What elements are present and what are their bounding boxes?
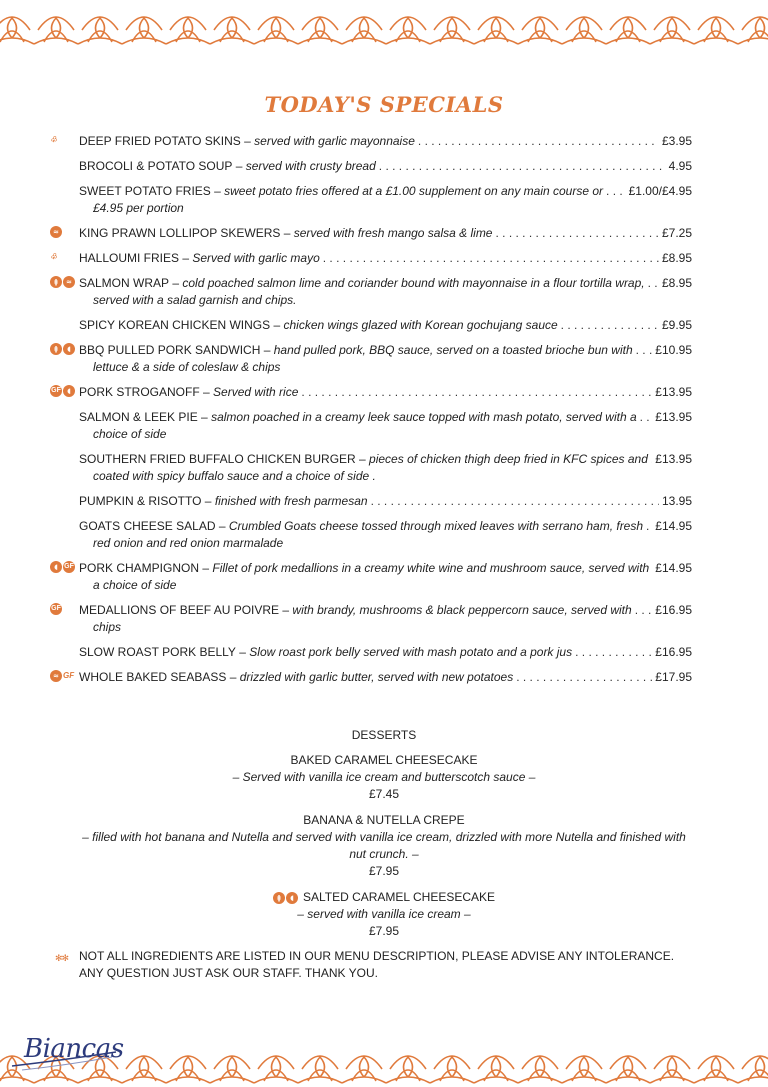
logo: Biancas bbox=[24, 1034, 124, 1064]
separator: – bbox=[199, 561, 213, 575]
asterisk-icon: ✻✻ bbox=[55, 953, 69, 963]
border-motif bbox=[210, 1056, 254, 1083]
item-name: SOUTHERN FRIED BUFFALO CHICKEN BURGER bbox=[79, 452, 356, 466]
gluten-icon: ǂ bbox=[50, 276, 62, 288]
special-item bbox=[50, 342, 692, 376]
separator: – bbox=[232, 159, 246, 173]
item-price: 13.95 bbox=[661, 494, 692, 508]
desserts-heading: DESSERTS bbox=[351, 728, 417, 742]
special-item bbox=[50, 384, 692, 401]
separator: – bbox=[235, 645, 250, 659]
gluten-free-icon: GF bbox=[50, 603, 62, 615]
item-name: PORK CHAMPIGNON bbox=[79, 561, 200, 575]
border-motif bbox=[650, 17, 694, 44]
leader-dots bbox=[640, 409, 653, 426]
item-price: £1.00/£4.95 bbox=[628, 184, 692, 198]
leader-dots bbox=[561, 317, 659, 334]
page-title: TODAY'S SPECIALS bbox=[264, 92, 504, 117]
border-motif bbox=[386, 17, 430, 44]
item-price: £3.95 bbox=[661, 134, 692, 148]
border-motif bbox=[694, 17, 738, 44]
item-description-continued: served with a salad garnish and chips. bbox=[93, 293, 297, 307]
border-motif bbox=[518, 1056, 562, 1083]
item-price: £13.95 bbox=[655, 410, 692, 424]
border-motif bbox=[254, 17, 298, 44]
item-name: PUMPKIN & RISOTTO bbox=[79, 494, 202, 508]
border-motif bbox=[78, 17, 122, 44]
item-description-continued: lettuce & a side of coleslaw & chips bbox=[93, 360, 281, 374]
border-motif bbox=[0, 17, 34, 44]
item-name: KING PRAWN LOLLIPOP SKEWERS bbox=[79, 226, 281, 240]
separator: – bbox=[270, 318, 284, 332]
separator: – bbox=[215, 519, 229, 533]
item-price: 4.95 bbox=[668, 159, 692, 173]
leader-dots bbox=[648, 275, 659, 292]
leader-dots bbox=[379, 158, 666, 175]
special-item bbox=[50, 409, 692, 443]
border-motif bbox=[430, 17, 474, 44]
item-description-continued: coated with spicy buffalo sauce and a choice of side . bbox=[93, 469, 376, 483]
item-description: finished with fresh parmesan bbox=[214, 494, 368, 508]
item-name: DEEP FRIED POTATO SKINS bbox=[79, 134, 241, 148]
item-price: £14.95 bbox=[655, 519, 692, 533]
dessert-description: – Served with vanilla ice cream and butterscotch sauce – bbox=[232, 770, 536, 784]
item-description: Fillet of pork medallions in a creamy white wine and mushroom sauce, served with bbox=[212, 561, 650, 575]
dessert-name: SALTED CARAMEL CHEESECAKE bbox=[302, 890, 496, 904]
leader-dots bbox=[495, 225, 658, 242]
item-price: £9.95 bbox=[661, 318, 692, 332]
item-name: GOATS CHEESE SALAD bbox=[79, 519, 216, 533]
item-price: £16.95 bbox=[655, 645, 692, 659]
notice-line-2: ANY QUESTION JUST ASK OUR STAFF. THANK YOU. bbox=[79, 966, 378, 980]
border-motif bbox=[342, 1056, 386, 1083]
dairy-icon: ◖ bbox=[63, 343, 75, 355]
separator: – bbox=[240, 134, 255, 148]
dessert-name: BAKED CARAMEL CHEESECAKE bbox=[290, 753, 478, 767]
item-price: £16.95 bbox=[655, 603, 692, 617]
dessert-name: BANANA & NUTELLA CREPE bbox=[303, 813, 465, 827]
item-price: £8.95 bbox=[661, 251, 692, 265]
gf-label-icon: GF bbox=[63, 671, 75, 680]
item-name: SALMON WRAP bbox=[79, 276, 170, 290]
border-motif bbox=[694, 1056, 738, 1083]
border-motif bbox=[474, 17, 518, 44]
decorative-top-border bbox=[0, 0, 768, 50]
dietary-icons bbox=[50, 603, 62, 615]
item-description: Served with rice bbox=[213, 385, 299, 399]
border-motif bbox=[122, 1056, 166, 1083]
item-price: £17.95 bbox=[655, 670, 692, 684]
separator: – bbox=[260, 343, 274, 357]
item-description-continued: a choice of side bbox=[93, 578, 177, 592]
dessert-price: £7.95 bbox=[368, 864, 400, 878]
dessert-item bbox=[80, 889, 688, 940]
dietary-icons bbox=[50, 385, 75, 397]
item-name: SWEET POTATO FRIES bbox=[79, 184, 211, 198]
border-motif bbox=[210, 17, 254, 44]
special-item bbox=[50, 644, 692, 661]
leader-dots bbox=[651, 451, 652, 468]
border-motif bbox=[298, 17, 342, 44]
leader-dots bbox=[418, 133, 659, 150]
special-item bbox=[50, 493, 692, 510]
fish-icon: ≈ bbox=[50, 670, 62, 682]
border-motif bbox=[34, 17, 78, 44]
item-name: SLOW ROAST PORK BELLY bbox=[79, 645, 236, 659]
dairy-icon: ◖ bbox=[50, 561, 62, 573]
vegetarian-icon: ♧ bbox=[50, 135, 58, 144]
dietary-icons bbox=[50, 226, 62, 238]
item-name: WHOLE BAKED SEABASS bbox=[79, 670, 227, 684]
notice-line-1: NOT ALL INGREDIENTS ARE LISTED IN OUR MENU DESCRIPTION, PLEASE ADVISE ANY INTOLERANCE. bbox=[79, 949, 675, 963]
border-motif bbox=[298, 1056, 342, 1083]
special-item bbox=[50, 317, 692, 334]
separator: – bbox=[169, 276, 183, 290]
item-description-continued: £4.95 per portion bbox=[93, 201, 184, 215]
item-description: sweet potato fries offered at a £1.00 supplement on any main course or bbox=[224, 184, 604, 198]
border-motif bbox=[166, 17, 210, 44]
item-name: PORK STROGANOFF bbox=[79, 385, 200, 399]
border-motif bbox=[474, 1056, 518, 1083]
dessert-description: – filled with hot banana and Nutella and served with vanilla ice cream, drizzled with more Nutella and finished with nut crunch. – bbox=[82, 830, 686, 861]
special-item bbox=[50, 518, 692, 552]
dessert-price: £7.45 bbox=[368, 787, 400, 801]
border-motif bbox=[606, 1056, 650, 1083]
dairy-icon: ◖ bbox=[63, 385, 75, 397]
dietary-icons bbox=[50, 251, 57, 263]
separator: – bbox=[280, 226, 294, 240]
allergen-notice bbox=[55, 948, 674, 982]
separator: – bbox=[210, 184, 225, 198]
border-motif bbox=[430, 1056, 474, 1083]
specials-list bbox=[50, 133, 692, 694]
item-price: £14.95 bbox=[655, 561, 692, 575]
dietary-icons bbox=[273, 892, 298, 904]
item-price: £10.95 bbox=[655, 343, 692, 357]
item-description: Slow roast pork belly served with mash potato and a pork jus bbox=[249, 645, 573, 659]
special-item bbox=[50, 669, 692, 686]
leader-dots bbox=[575, 644, 652, 661]
dietary-icons bbox=[50, 561, 75, 573]
leader-dots bbox=[323, 250, 659, 267]
item-description: pieces of chicken thigh deep fried in KFC spices and bbox=[369, 452, 648, 466]
border-motif bbox=[738, 17, 768, 44]
item-price: £8.95 bbox=[661, 276, 692, 290]
separator: – bbox=[226, 670, 240, 684]
separator: – bbox=[199, 385, 214, 399]
separator: – bbox=[355, 452, 370, 466]
leader-dots bbox=[635, 602, 653, 619]
border-motif bbox=[386, 1056, 430, 1083]
dessert-name-row bbox=[80, 752, 688, 769]
dessert-item bbox=[80, 752, 688, 803]
item-name: BROCOLI & POTATO SOUP bbox=[79, 159, 233, 173]
leader-dots bbox=[646, 518, 652, 535]
item-description: served with garlic mayonnaise bbox=[254, 134, 415, 148]
item-description-continued: red onion and red onion marmalade bbox=[93, 536, 284, 550]
item-name: SPICY KOREAN CHICKEN WINGS bbox=[79, 318, 271, 332]
item-description: served with crusty bread bbox=[245, 159, 376, 173]
special-item bbox=[50, 275, 692, 309]
separator: – bbox=[279, 603, 293, 617]
item-price: £7.25 bbox=[661, 226, 692, 240]
border-motif bbox=[738, 1056, 768, 1083]
dietary-icons bbox=[50, 276, 75, 288]
special-item bbox=[50, 602, 692, 636]
item-description: cold poached salmon lime and coriander bound with mayonnaise in a flour tortilla wrap, bbox=[182, 276, 645, 290]
special-item bbox=[50, 451, 692, 485]
dessert-name-row bbox=[80, 812, 688, 829]
leader-dots bbox=[371, 493, 659, 510]
border-motif bbox=[254, 1056, 298, 1083]
item-price: £13.95 bbox=[655, 385, 692, 399]
item-description: hand pulled pork, BBQ sauce, served on a toasted brioche bun with bbox=[273, 343, 633, 357]
dietary-icons bbox=[50, 670, 74, 682]
border-motif bbox=[166, 1056, 210, 1083]
special-item bbox=[50, 183, 692, 217]
leader-dots bbox=[606, 183, 626, 200]
vegetarian-icon: ♧ bbox=[50, 252, 58, 261]
gluten-free-icon: GF bbox=[50, 385, 62, 397]
border-motif bbox=[518, 17, 562, 44]
special-item bbox=[50, 225, 692, 242]
item-description: salmon poached in a creamy leek sauce topped with mash potato, served with a bbox=[211, 410, 637, 424]
item-description: chicken wings glazed with Korean gochujang sauce bbox=[283, 318, 558, 332]
item-description: with brandy, mushrooms & black peppercorn sauce, served with bbox=[292, 603, 632, 617]
border-motif bbox=[122, 17, 166, 44]
dessert-item bbox=[80, 812, 688, 880]
gluten-icon: ǂ bbox=[50, 343, 62, 355]
item-price: £13.95 bbox=[655, 452, 692, 466]
border-motif bbox=[562, 1056, 606, 1083]
item-description-continued: choice of side bbox=[93, 427, 167, 441]
item-description: Served with garlic mayo bbox=[192, 251, 320, 265]
leader-dots bbox=[301, 384, 652, 401]
item-name: SALMON & LEEK PIE bbox=[79, 410, 198, 424]
separator: – bbox=[201, 494, 215, 508]
gluten-icon: ǂ bbox=[273, 892, 285, 904]
desserts-section bbox=[80, 727, 688, 949]
leader-dots bbox=[516, 669, 652, 686]
border-motif bbox=[342, 17, 386, 44]
item-name: BBQ PULLED PORK SANDWICH bbox=[79, 343, 261, 357]
item-description: served with fresh mango salsa & lime bbox=[293, 226, 493, 240]
special-item bbox=[50, 250, 692, 267]
gluten-free-icon: GF bbox=[63, 561, 75, 573]
item-description: Crumbled Goats cheese tossed through mixed leaves with serrano ham, fresh bbox=[228, 519, 644, 533]
fish-icon: ≈ bbox=[50, 226, 62, 238]
special-item bbox=[50, 158, 692, 175]
dessert-price: £7.95 bbox=[368, 924, 400, 938]
border-motif bbox=[650, 1056, 694, 1083]
item-description-continued: chips bbox=[93, 620, 122, 634]
item-name: HALLOUMI FRIES bbox=[79, 251, 180, 265]
fish-icon: ≈ bbox=[63, 276, 75, 288]
dairy-icon: ◖ bbox=[286, 892, 298, 904]
dessert-name-row bbox=[80, 889, 688, 906]
item-description: drizzled with garlic butter, served with new potatoes bbox=[239, 670, 514, 684]
dietary-icons bbox=[50, 134, 57, 146]
dessert-description: – served with vanilla ice cream – bbox=[297, 907, 471, 921]
leader-dots bbox=[636, 342, 653, 359]
separator: – bbox=[179, 251, 193, 265]
dietary-icons bbox=[50, 343, 75, 355]
item-name: MEDALLIONS OF BEEF AU POIVRE bbox=[79, 603, 280, 617]
special-item bbox=[50, 560, 692, 594]
border-motif bbox=[606, 17, 650, 44]
special-item bbox=[50, 133, 692, 150]
border-motif bbox=[562, 17, 606, 44]
separator: – bbox=[197, 410, 212, 424]
